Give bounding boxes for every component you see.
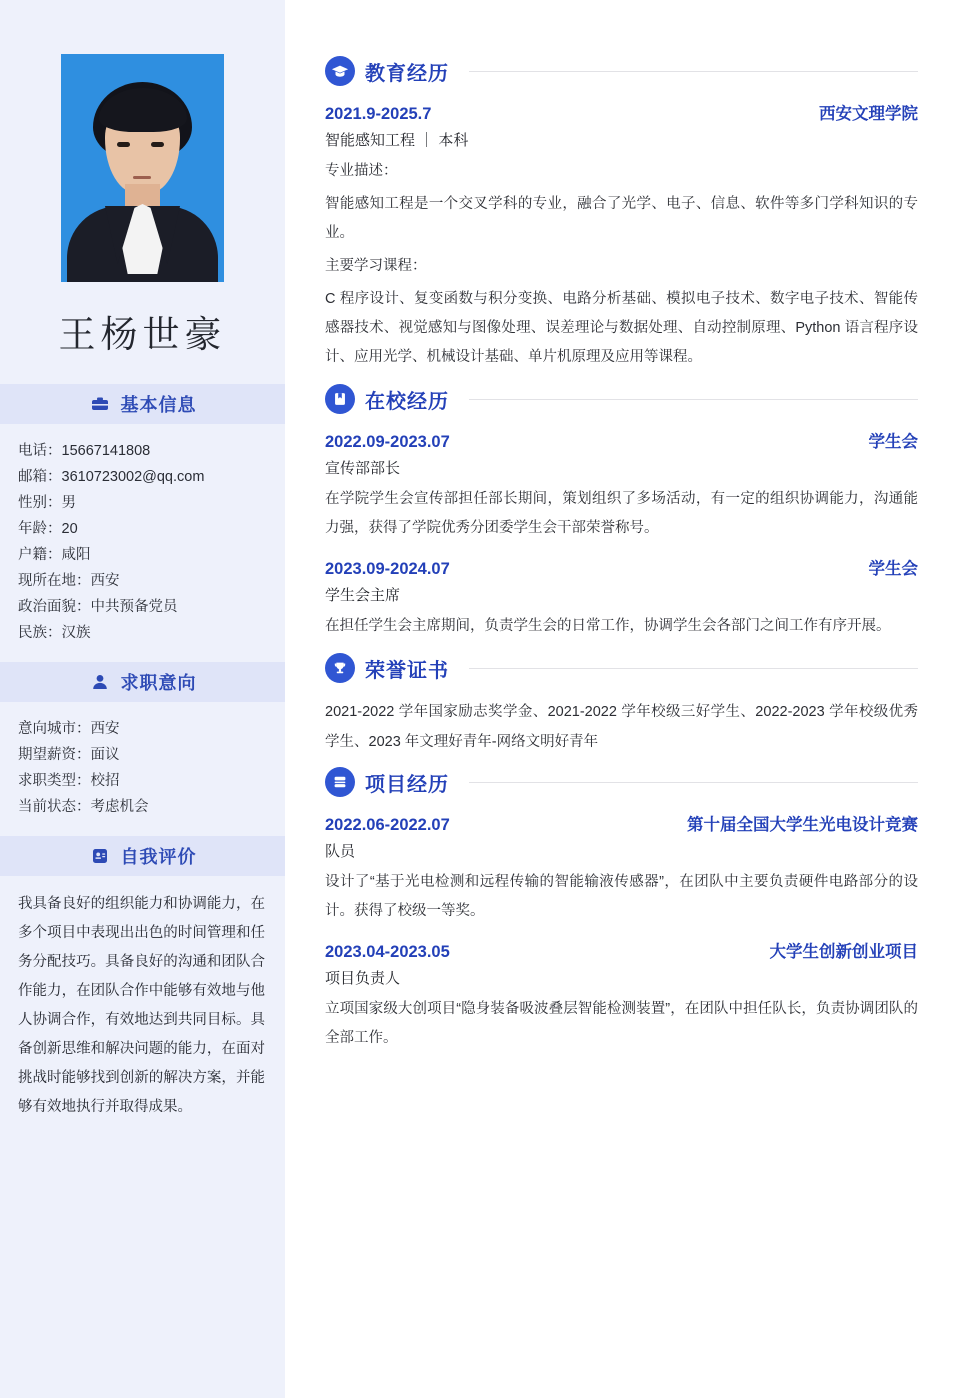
campus-entry	[325, 428, 918, 543]
section-campus-experience-header	[325, 384, 918, 414]
basic-info-value: 20	[61, 521, 78, 537]
basic-info-key: 民族：	[18, 625, 62, 641]
entry-role: 宣传部部长	[325, 460, 401, 477]
entry-line: 主要学习课程：	[325, 258, 427, 274]
sidebar-section-basic-info-title: 基本信息	[120, 395, 197, 415]
entry-description: 立项国家级大创项目“隐身装备吸波叠层智能检测装置”，在团队中担任队长，负责协调团队的全部工作。	[325, 1001, 918, 1046]
section-education-header	[325, 56, 918, 86]
trophy-icon	[325, 653, 355, 683]
job-intent-value: 面议	[90, 747, 120, 763]
entry-date: 2023.04-2023.05	[325, 943, 450, 961]
candidate-name: 王杨世豪	[58, 314, 227, 355]
entry-organization: 学生会	[868, 560, 918, 578]
section-honors-header	[325, 653, 918, 683]
section-campus-experience	[325, 384, 918, 641]
job-intent-value: 校招	[90, 773, 120, 789]
job-intent-item	[18, 742, 267, 768]
job-intent-key: 当前状态：	[18, 799, 91, 815]
entry-description: 在担任学生会主席期间，负责学生会的日常工作，协调学生会各部门之间工作有序开展。	[325, 618, 891, 634]
avatar	[61, 54, 224, 282]
job-intent-key: 求职类型：	[18, 773, 91, 789]
basic-info-item	[18, 594, 267, 620]
project-entry	[325, 811, 918, 926]
divider	[469, 71, 918, 72]
basic-info-value: 男	[61, 495, 76, 511]
basic-info-item	[18, 490, 267, 516]
basic-info-key: 性别：	[18, 495, 62, 511]
honors-text: 2021-2022 学年国家励志奖学金、2021-2022 学年校级三好学生、2022-2023 学年校级优秀学生、2023 年文理好青年-网络文明好青年	[325, 704, 918, 750]
entry-role: 项目负责人	[325, 970, 401, 987]
entry-organization: 第十届全国大学生光电设计竞赛	[687, 816, 918, 834]
entry-description: 在学院学生会宣传部担任部长期间，策划组织了多场活动，有一定的组织协调能力，沟通能力强，获得了学院优秀分团委学生会干部荣誉称号。	[325, 491, 918, 536]
entry-line: 专业描述：	[325, 163, 398, 179]
job-intent-key: 意向城市：	[18, 721, 91, 737]
sidebar-section-job-intent-header	[0, 662, 285, 702]
basic-info-value: 西安	[90, 573, 120, 589]
sidebar-section-self-evaluation-title: 自我评价	[120, 847, 197, 867]
entry-organization: 大学生创新创业项目	[769, 943, 918, 961]
entry-organization: 学生会	[868, 433, 918, 451]
project-entry	[325, 938, 918, 1053]
entry-line: 智能感知工程是一个交叉学科的专业，融合了光学、电子、信息、软件等多门学科知识的专业。	[325, 196, 918, 241]
basic-info-item	[18, 620, 267, 646]
section-projects-header	[325, 767, 918, 797]
basic-info-item	[18, 438, 267, 464]
main-content	[285, 0, 958, 1398]
basic-info-value: 3610723002@qq.com	[61, 469, 205, 485]
sidebar	[0, 0, 285, 1398]
campus-entry	[325, 555, 918, 641]
basic-info-key: 现所在地：	[18, 573, 91, 589]
section-honors	[325, 653, 918, 757]
basic-info-item	[18, 542, 267, 568]
entry-line: C 程序设计、复变函数与积分变换、电路分析基础、模拟电子技术、数字电子技术、智能传感器技术、视觉感知与图像处理、误差理论与数据处理、自动控制原理、Python 语言程序设计、应用光学、机械设计基础、单片机原理及应用等课程。	[325, 291, 918, 365]
basic-info-value: 咸阳	[61, 547, 91, 563]
education-entry	[325, 100, 918, 372]
job-intent-value: 西安	[90, 721, 120, 737]
entry-role: 智能感知工程 ｜ 本科	[325, 132, 469, 149]
job-intent-value: 考虑机会	[90, 799, 149, 815]
job-intent-item	[18, 768, 267, 794]
entry-date: 2022.09-2023.07	[325, 433, 450, 451]
self-evaluation-text: 我具备良好的组织能力和协调能力，在多个项目中表现出出色的时间管理和任务分配技巧。具备良好的沟通和团队合作能力，在团队合作中能够有效地与他人协调合作，有效地达到共同目标。具备创新思维和解决问题的能力，在面对挑战时能够找到创新的解决方案，并能够有效地执行并取得成果。	[18, 896, 265, 1115]
basic-info-key: 政治面貌：	[18, 599, 91, 615]
basic-info-key: 电话：	[18, 443, 62, 459]
basic-info-value: 汉族	[61, 625, 91, 641]
layers-icon	[325, 767, 355, 797]
book-icon	[325, 384, 355, 414]
sidebar-section-job-intent-title: 求职意向	[120, 673, 197, 693]
job-intent-key: 期望薪资：	[18, 747, 91, 763]
section-projects-title: 项目经历	[365, 773, 449, 796]
section-honors-title: 荣誉证书	[365, 659, 449, 682]
basic-info-item	[18, 516, 267, 542]
basic-info-value: 中共预备党员	[90, 599, 178, 615]
job-intent-item	[18, 716, 267, 742]
entry-role: 队员	[325, 843, 356, 860]
graduation-cap-icon	[325, 56, 355, 86]
entry-role: 学生会主席	[325, 587, 401, 604]
entry-date: 2023.09-2024.07	[325, 560, 450, 578]
entry-date: 2022.06-2022.07	[325, 816, 450, 834]
section-campus-experience-title: 在校经历	[365, 390, 449, 413]
entry-organization: 西安文理学院	[819, 105, 918, 123]
basic-info-value: 15667141808	[61, 443, 151, 459]
job-intent-item	[18, 794, 267, 820]
photo-container	[0, 54, 285, 282]
basic-info-list	[0, 424, 285, 662]
sidebar-section-self-evaluation-header	[0, 836, 285, 876]
divider	[469, 782, 918, 783]
id-card-icon	[89, 845, 111, 867]
section-education-title: 教育经历	[365, 62, 449, 85]
basic-info-item	[18, 464, 267, 490]
basic-info-key: 户籍：	[18, 547, 62, 563]
divider	[469, 668, 918, 669]
sidebar-section-basic-info-header	[0, 384, 285, 424]
job-intent-list	[0, 702, 285, 836]
divider	[469, 399, 918, 400]
briefcase-icon	[89, 393, 111, 415]
entry-date: 2021.9-2025.7	[325, 105, 432, 123]
basic-info-key: 年龄：	[18, 521, 62, 537]
entry-description: 设计了“基于光电检测和远程传输的智能输液传感器”，在团队中主要负责硬件电路部分的设计。获得了校级一等奖。	[325, 874, 918, 919]
basic-info-item	[18, 568, 267, 594]
section-projects	[325, 767, 918, 1053]
basic-info-key: 邮箱：	[18, 469, 62, 485]
user-icon	[89, 671, 111, 693]
section-education	[325, 56, 918, 372]
